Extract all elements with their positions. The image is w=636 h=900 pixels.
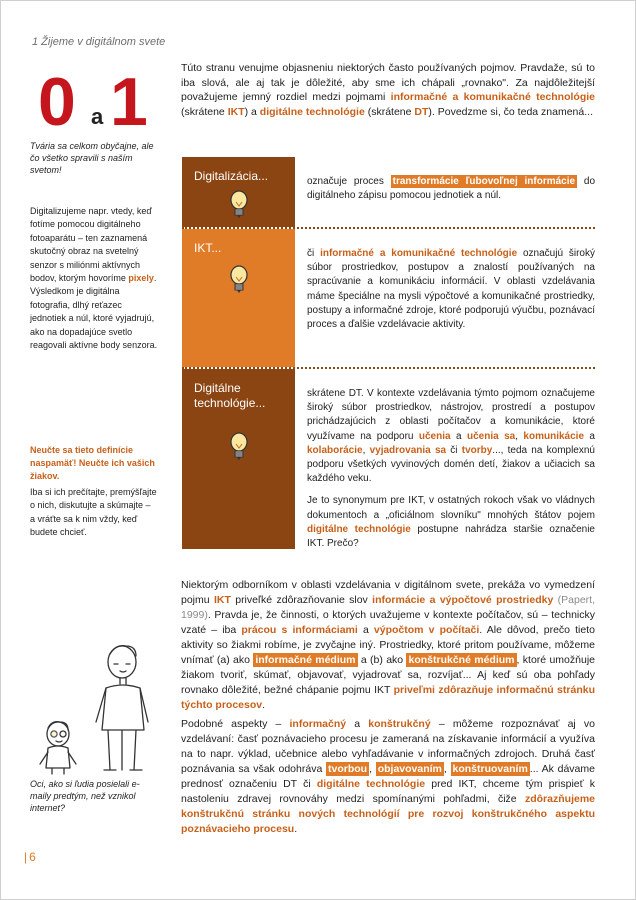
definition-row-digital-tech — [182, 369, 595, 549]
sidenote-text-2: . Výsledkom je digitálna fotografia, dlhý reťazec jednotiek a núl, ktoré vyjadrujú, ako na dopadajúce svetlo reagovali aktívne body senzora. — [30, 273, 158, 351]
digitization-sidenote — [30, 205, 158, 352]
logo-caption: Tvária sa celkom obyčajne, ale čo všetko spravili s naším svetom! — [30, 141, 154, 175]
citation: (Papert, 1999) — [181, 594, 595, 621]
term-label: Digitalizácia... — [194, 169, 269, 183]
definition-text — [307, 369, 595, 551]
term-cell — [182, 369, 295, 549]
definition-row-ikt — [182, 229, 595, 369]
definition-text: označuje proces transformácie ľubovoľnej informácie do digitálneho zápisu pomocou jednotiek a núl. — [307, 176, 596, 202]
marked-phrase: tvorbou — [328, 763, 368, 775]
body-paragraph-2: Podobné aspekty – informačný a konštrukčný – môžeme rozpoznávať aj vo vzdelávaní: časť poznávacieho procesu je zameraná na získavanie informácií a využíva na to napr. výklad, učebnice alebo vyhľadávanie v informačných zdrojoch. Druhá časť poznávania sa však odohráva tvorbou , objavovaním , konštruovaním ... Ak dávame prednosť označeniu DT či digitálne technológie pred IKT, chceme tým prispieť k nastoleniu zdravej rovnováhy medzi spomínanými pohľadmi, čiže zdôrazňujeme konštrukčnú stránku nových technológií pre rozvoj konštrukčného aspektu poznávacieho procesu. — [181, 718, 596, 835]
intro-paragraph: Túto stranu venujme objasneniu niektorých často používaných pojmov. Pravdaže, sú to iba slová, ale aj tak je dôležité, aby sme ich chápali „rovnako". Za najdôležitejší považujeme jemný rozdiel medzi pojmami informačné a komunikačné technológie (skrátene IKT) a digitálne technológie (skrátene DT). Povedzme si, čo teda znamená... — [181, 62, 595, 118]
page-number: | 6 — [24, 850, 36, 864]
zero-and-one-logo — [30, 64, 160, 140]
intro-highlight-dt: DT — [414, 105, 429, 118]
page-number-bar: | — [24, 850, 28, 864]
definition-paragraph-2: Je to synonymum pre IKT, v ostatných rokoch však vo vládnych dokumentoch a „oficiálnom slovníku" mnohých štátov pojem digitálne technológie postupne nahrádza staršie označenie IKT. Prečo? — [307, 495, 595, 550]
term-label: Digitálne technológie... — [194, 381, 266, 410]
definition-text: či informačné a komunikačné technológie označujú široký súbor prostriedkov, postupov a znalostí používaných na spracúvanie a komunikáciu informácií. V oblasti vzdelávania máme špeciálne na mysli výpočtové a komunikačné prostriedky, postupy a informačné zdroje, ktoré podporujú výučbu, poznávací proces a ďalšie vzdelávacie aktivity. — [307, 248, 595, 331]
chapter-header: 1 Žijeme v digitálnom svete — [32, 36, 166, 48]
logo-one: 1 — [110, 64, 146, 140]
definitions-table — [182, 157, 595, 549]
term-label: IKT... — [194, 241, 222, 255]
definition-highlight: informačné a komunikačné technológie — [320, 248, 518, 259]
lightbulb-icon — [229, 432, 249, 462]
definition-paragraph-1: skrátene DT. V kontexte vzdelávania týmto pojmom označujeme široký súbor prostriedkov, nástrojov, prostredí a postupov prichádzajúcich z oblasti počítačov a komunikácie, ktoré využívame na podporu učenia a učenia sa, komunikácie a kolaborácie, vyjadrovania sa či tvorby..., teda na komplexnú podporu všetkých vyvinových domén detí, žiakov a učiacich sa každého veku. — [307, 388, 595, 485]
tip-heading: Neučte sa tieto definície naspamäť! Neučte ich vašich žiakov. — [30, 445, 155, 481]
marked-phrase: konštruovaním — [452, 763, 528, 775]
lightbulb-icon — [229, 265, 249, 295]
definition-row-digitalizacia — [182, 157, 595, 229]
sidenote-text: Digitalizujeme napr. vtedy, keď fotíme pomocou digitálneho fotoaparátu – ten zaznamená skutočný obraz na svetelný senzor s miliónmi aktívnych bodov, ktorým hovoríme — [30, 206, 152, 284]
term-cell — [182, 157, 295, 227]
lightbulb-icon — [229, 190, 249, 220]
tip-text: Iba si ich prečítajte, premýšľajte o nich, diskutujte a skúmajte – a vráťte sa k nim vždy, keď budete chcieť. — [30, 487, 157, 538]
logo-zero: 0 — [38, 64, 74, 140]
illustration-caption: Oci, ako si ľudia posielali e-maily predtým, než vznikol internet? — [30, 779, 140, 813]
intro-highlight-dt-full: digitálne technológie — [259, 105, 365, 118]
logo-a: a — [91, 104, 104, 129]
sidenote-highlight: pixely — [128, 273, 154, 284]
marked-phrase: konštrukčné médium — [408, 654, 515, 666]
intro-highlight-ikt-full: informačné a komunikačné technológie — [390, 91, 595, 104]
term-cell — [182, 229, 295, 367]
intro-highlight-ikt: IKT — [227, 105, 245, 118]
marked-phrase: transformácie ľubovoľnej informácie — [392, 176, 576, 187]
marked-phrase: informačné médium — [255, 654, 356, 666]
marked-phrase: objavovaním — [377, 763, 442, 775]
body-paragraph-1: Niektorým odborníkom v oblasti vzdelávania v digitálnom svete, prekáža vo vymedzení pojmu IKT priveľké zdôrazňovanie slov informácie a výpočtové prostriedky (Papert, 1999). Pravda je, že činnosti, o ktorých uvažujeme v kontexte počítačov, sú – technicky vzaté – iba prácou s informáciami a výpočtom v počítači. Ale dôvod, prečo tieto aktivity so žiakmi robíme, je zvyčajne iný. Prostriedky, ktoré pritom používame, môžeme vnímať (a) ako informačné médium a (b) ako konštrukčné médium , ktoré umožňuje žiakom tvoriť, skúmať, objavovať, vyjadrovať sa, rozvíjať... Aj keď sú oba pohľady rovnako dôležité, bežné chápanie pojmu IKT priveľmi zdôrazňuje informačnú stránku týchto procesov. — [181, 579, 595, 711]
child-and-adult-illustration — [30, 640, 160, 775]
